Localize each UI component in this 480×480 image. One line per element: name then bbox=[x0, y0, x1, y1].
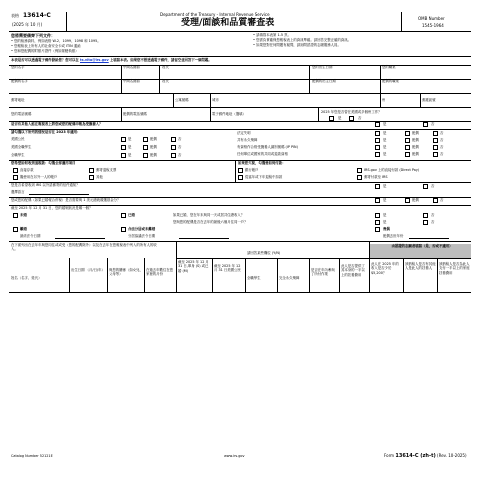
us-citizen-spouse-checkbox[interactable] bbox=[143, 137, 148, 142]
campaign-you-checkbox[interactable] bbox=[375, 198, 380, 203]
ippin-spouse-checkbox[interactable] bbox=[405, 145, 410, 150]
volunteer-header: 由認證的志願者填寫（是，否或不適用） bbox=[391, 244, 453, 248]
disabled-you-checkbox[interactable] bbox=[375, 138, 380, 143]
fulltime-you-checkbox[interactable] bbox=[121, 153, 126, 158]
split-refund-checkbox[interactable] bbox=[13, 175, 18, 180]
language-question: 您是否希望收到 IRS 以外語郵寄的信件通知？ bbox=[11, 183, 80, 187]
your-phone-label: 您的電話號碼 bbox=[11, 112, 32, 116]
form-footer: Form 13614-C (zh-t) (Rev. 10-2025) bbox=[384, 453, 467, 459]
website: www.irs.gov bbox=[224, 454, 245, 458]
us-citizen-you-checkbox[interactable] bbox=[121, 137, 126, 142]
spouse-middle-initial-label: 中間名縮寫 bbox=[123, 79, 140, 83]
q5-yes-checkbox[interactable] bbox=[375, 184, 380, 189]
fulltime-spouse-checkbox[interactable] bbox=[143, 153, 148, 158]
never-married-checkbox[interactable] bbox=[13, 213, 18, 218]
col-citizen: 截至 2025 年 12 月 31 日美國公民 bbox=[214, 264, 241, 273]
email-link[interactable]: ts.vita@irs.gov bbox=[80, 58, 109, 62]
bank-account-checkbox[interactable] bbox=[238, 168, 243, 173]
married-checkbox[interactable] bbox=[121, 213, 126, 218]
campaign-spouse-checkbox[interactable] bbox=[405, 198, 410, 203]
ippin-you-checkbox[interactable] bbox=[375, 145, 380, 150]
col-months: 在過去年數住在您家裡的月份 bbox=[146, 268, 174, 277]
email-prompt: 本表是否可以透過電子郵件發給您？您可以在 ts.vita@irs.gov 上填寫本表。如果您不想透過電子郵件，請留空並回答下一個問題。 bbox=[11, 58, 212, 62]
direct-pay-checkbox[interactable] bbox=[357, 168, 362, 173]
campaign-no-checkbox[interactable] bbox=[433, 198, 438, 203]
spouse-phone-label: 配偶的電話號碼 bbox=[123, 112, 147, 116]
form-revision: (2025 年 10 月) bbox=[12, 22, 43, 27]
page-title: 受理/面談和品質審查表 bbox=[181, 18, 275, 28]
student-spouse-checkbox[interactable] bbox=[143, 145, 148, 150]
disabled-spouse-checkbox[interactable] bbox=[405, 138, 410, 143]
your-dob-label: 您的出生日期 bbox=[312, 65, 333, 69]
state-label: 州 bbox=[382, 98, 386, 102]
payment-method-question: 如果您欠稅，勾選要如何付款： bbox=[238, 161, 286, 165]
married-q2-yes-checkbox[interactable] bbox=[375, 220, 380, 225]
city-label: 城市 bbox=[212, 98, 219, 102]
col-job: 是否在年內參與了所付作業 bbox=[311, 268, 335, 277]
married-q-yes-checkbox[interactable] bbox=[375, 213, 380, 218]
spouse-occupation-label: 配偶的職業 bbox=[382, 79, 399, 83]
col-disabled: 完全永久殘障 bbox=[279, 276, 300, 280]
intake-form: 表格 13614-C (2025 年 10 月) Department of the Treasury - Internal Revenue Service 受理/面談和品質審查表 OMB Number 1545-1964 您將需要備齊下列文件： • 您的稅務資料，例如表格 W-2、1099、1098 和 1095。 • 您報稅表上所有人的社會安全卡或 ITIN 通函 • 您和您配偶的附照片證件（例如駕駛執照） • 請填寫本表第 1-5 頁。 • 您需負責確保您報稅表上的資訊準確。請回答完整正確的資訊。 • 如果您對任何問題有疑問，請詢問認證的志願服務人員。 本表是否可以透過電子郵件發給您？您可以在 ts.vita@irs.gov 上填寫本表。如果您不想透過電子郵件，請留空並回答下一個問題。 您的名字 中間名縮寫 姓氏 您的出生日期 您的職業 配偶的名字 中間名縮寫 姓氏 配偶的出生日期 配偶的職業 郵寄地址 公寓號碼 城市 州 郵遞區號 您的電話號碼 配偶的電話號碼 電子郵件地址（選填） 2025 年您是否曾在美國或多個州工作？ 是 否 是否有其他人能在報稅表上將您或您的配偶申報為受撫養人？ 是 否 請勾選以下所列的情況是否在 2023 年適用： 美國公民 美國全職學生 全職學生 是 配偶 否 是 配偶 否 是 配偶 否 法定失明 共有永久殘障 有資格作合格受撫養人識別號碼 (IP PIN) 任何單位或國家的共同或退款資格 是 配偶 否 是 配偶 否 是 配偶 否 是 配偶 否 您希望如何收到退稅款：勾選全部適用項目 直接存款 郵寄退稅支票 擬使用在另外一人的帳戶 其他 如果您欠稅，勾選要如何付款： 銀行帳戶 IRS.gov 上的直接付款 (Direct Pay) 從當年或下年退稅中扣款 郵寄付款至 IRS 您是否希望收到 IRS 以外語郵寄的信件通知？ 選擇語言 是 否 您或您的配偶（如果已婚報合併稅）是否需要與 1 美元總統競選基金分？ 是 配偶 否 截至 2025 年 12 月 31 日，您的婚姻狀況是哪一個？ 未婚 已婚 如果已婚，您在年末與同一天或居共住總收入？ 您與您的配偶是否在去年的最後六個月住同一戶？ 是 否 是 否 離婚 合法分居或未離婚 喪偶 最終法令日期 分居協議法令日期 配偶去世年份 在下面列出在去年年與您同住或或受（您的配偶除外）以及在去年在您報稅表中列入的所有人的收入。 請回答某些欄位 (Y/N) 由認證的志願者填寫（是，否或不適用） 姓名（名字、姓氏） 出生日期 （月/日/年） 與您的關係（如女兒、父母等） 在過去年數住在您家裡的月份 截至 2025 年 12 月 31 日,單身 (S) 或已婚 (M) 截至 2025 年 12 月 31 日美國公民 全職學生 完全永久殘障 是否在年內參與了所付作業 此人是否提供了其本身的一半以上的扶養費用 此人在 2025 年的收入是否少於 $5,200？ 該納稅人是否有其他人是此人的扶養人 該納稅人是否為此人支付一半以上的家庭扶養費用 Catalog Number 52121E www.irs.gov Form 13614-C (zh-t) (Rev. 10-2025) bbox=[11, 12, 470, 459]
col-self-support: 此人是否提供了其本身的一半以上的扶養費用 bbox=[341, 264, 365, 277]
select-language-label: 選擇語言 bbox=[11, 190, 25, 194]
ippin-no-checkbox[interactable] bbox=[433, 145, 438, 150]
status-question: 請勾選以下所列的情況是否在 2023 年適用： bbox=[11, 130, 81, 134]
student-you-checkbox[interactable] bbox=[121, 145, 126, 150]
col-relationship: 與您的關係（如女兒、父母等） bbox=[109, 268, 143, 277]
spouse-dob-label: 配偶的出生日期 bbox=[312, 79, 336, 83]
omb-label: OMB Number bbox=[418, 16, 445, 21]
q1-yes-checkbox[interactable] bbox=[375, 122, 380, 127]
dependents-yn-header: 請回答某些欄位 (Y/N) bbox=[247, 251, 281, 255]
your-middle-initial-label: 中間名縮寫 bbox=[123, 65, 140, 69]
mail-payment-checkbox[interactable] bbox=[357, 175, 362, 180]
note-right-1: • 請填寫本表第 1-5 頁。 bbox=[253, 33, 291, 37]
documents-heading: 您將需要備齊下列文件： bbox=[11, 33, 55, 38]
catalog-number: Catalog Number 52121E bbox=[11, 454, 53, 458]
col-dob: 出生日期 （月/日/年） bbox=[71, 268, 105, 272]
divorced-checkbox[interactable] bbox=[13, 227, 18, 232]
zip-label: 郵遞區號 bbox=[422, 98, 436, 102]
email-address-label: 電子郵件地址（選填） bbox=[212, 112, 246, 116]
form-number: 13614-C bbox=[23, 12, 51, 19]
worked-multiple-states-label: 2025 年您是否曾在美國或多個州工作？ bbox=[321, 110, 382, 114]
apply-refund-checkbox[interactable] bbox=[238, 175, 243, 180]
marital-status-question: 截至 2025 年 12 月 31 日，您的婚姻狀況是哪一個？ bbox=[11, 206, 93, 210]
widowed-checkbox[interactable] bbox=[375, 227, 380, 232]
col-name: 姓名（名字、姓氏） bbox=[11, 276, 42, 280]
note-left-3: • 您和您配偶的附照片證件（例如駕駛執照） bbox=[11, 49, 79, 53]
mailing-address-label: 郵寄地址 bbox=[11, 98, 25, 102]
refund-method-question: 您希望如何收到退稅款：勾選全部適用項目 bbox=[11, 161, 76, 165]
fulltime-no-checkbox[interactable] bbox=[171, 153, 176, 158]
your-first-name-label: 您的名字 bbox=[11, 65, 25, 69]
language-field[interactable] bbox=[29, 194, 89, 195]
col-household-cost: 該納稅人是否為此人支付一半以上的家庭扶養費用 bbox=[439, 262, 470, 275]
us-citizen-no-checkbox[interactable] bbox=[171, 137, 176, 142]
claimed-as-dependent-question: 是否有其他人能在報稅表上將您或您的配偶申報為受撫養人？ bbox=[11, 122, 103, 126]
col-student: 全職學生 bbox=[247, 276, 261, 280]
refund-you-checkbox[interactable] bbox=[375, 152, 380, 157]
disabled-no-checkbox[interactable] bbox=[433, 138, 438, 143]
col-other-claim: 該納稅人是否有其他人是此人的扶養人 bbox=[405, 262, 436, 271]
dependents-intro: 在下面列出在去年年與您同住或或受（您的配偶除外）以及在去年在您報稅表中列入的所有人的收入。 bbox=[11, 243, 157, 252]
married-q2-no-checkbox[interactable] bbox=[423, 220, 428, 225]
your-last-name-label: 姓氏 bbox=[162, 65, 169, 69]
q5-no-checkbox[interactable] bbox=[423, 184, 428, 189]
separated-checkbox[interactable] bbox=[121, 227, 126, 232]
note-left-1: • 您的稅務資料，例如表格 W-2、1099、1098 和 1095。 bbox=[11, 39, 101, 43]
q1-no-checkbox[interactable] bbox=[423, 122, 428, 127]
refund-no-checkbox[interactable] bbox=[433, 152, 438, 157]
form-label: 表格 bbox=[11, 13, 19, 18]
col-income: 此人在 2025 年的收入是否少於 $5,200？ bbox=[371, 262, 399, 275]
omb-number: 1545-1964 bbox=[422, 23, 444, 28]
your-occupation-label: 您的職業 bbox=[382, 65, 396, 69]
spouse-last-name-label: 姓氏 bbox=[162, 79, 169, 83]
student-no-checkbox[interactable] bbox=[171, 145, 176, 150]
col-marital: 截至 2025 年 12 月 31 日,單身 (S) 或已婚 (M) bbox=[178, 260, 209, 273]
note-right-3: • 如果您對任何問題有疑問，請詢問認證的志願服務人員。 bbox=[253, 43, 341, 47]
apt-number-label: 公寓號碼 bbox=[175, 98, 189, 102]
refund-other-checkbox[interactable] bbox=[89, 175, 94, 180]
note-right-2: • 您需負責確保您報稅表上的資訊準確。請回答完整正確的資訊。 bbox=[253, 38, 352, 42]
blind-no-checkbox[interactable] bbox=[433, 131, 438, 136]
mail-check-checkbox[interactable] bbox=[89, 168, 94, 173]
blind-you-checkbox[interactable] bbox=[375, 131, 380, 136]
note-left-2: • 您報稅表上所有人的社會安全卡或 ITIN 通函 bbox=[11, 44, 81, 48]
department: Department of the Treasury - Internal Revenue Service bbox=[160, 12, 270, 17]
campaign-fund-question: 您或您的配偶（如果已婚報合併稅）是否需要與 1 美元總統競選基金分？ bbox=[11, 198, 121, 202]
spouse-first-name-label: 配偶的名字 bbox=[11, 79, 28, 83]
married-q-no-checkbox[interactable] bbox=[423, 213, 428, 218]
blind-spouse-checkbox[interactable] bbox=[405, 131, 410, 136]
direct-deposit-checkbox[interactable] bbox=[13, 168, 18, 173]
refund-spouse-checkbox[interactable] bbox=[405, 152, 410, 157]
